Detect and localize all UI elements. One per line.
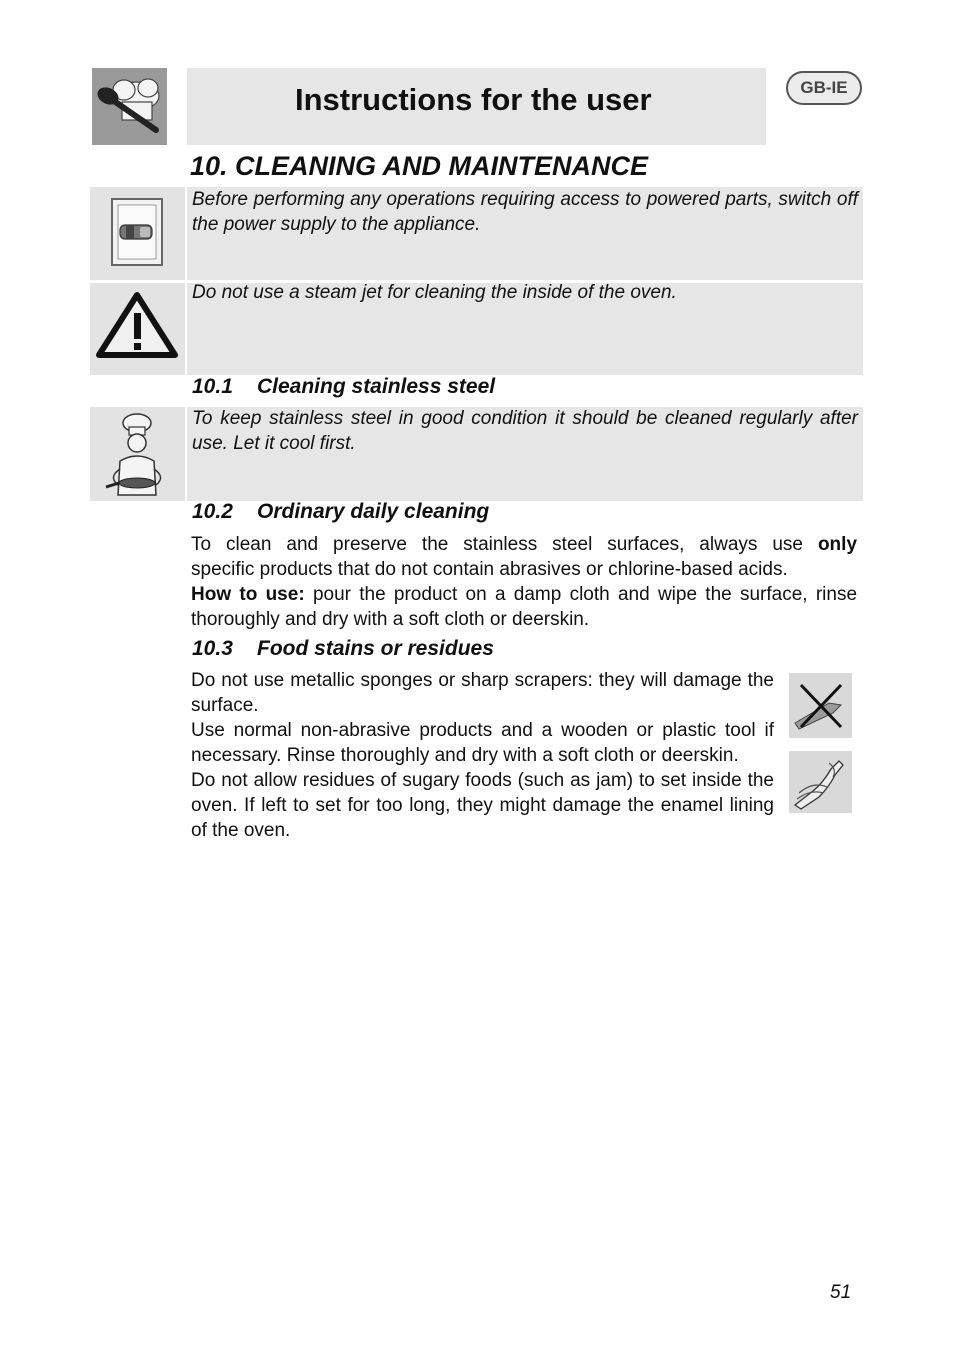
how-to-use-label: How to use: (191, 584, 305, 605)
subsection-heading-10-2 (192, 500, 489, 524)
stainless-steel-text: To keep stainless steel in good condition it should be cleaned regularly after use. Let it cool first. (192, 408, 858, 454)
text-run: To clean and preserve the stainless steel surfaces, always use (191, 534, 803, 555)
wooden-spatula-icon (789, 751, 852, 813)
subsection-title: Cleaning stainless steel (257, 375, 496, 398)
food-stains-body (191, 668, 774, 843)
stainless-text-cell (187, 407, 863, 501)
subsection-number: 10.2 (192, 500, 233, 523)
subsection-title: Food stains or residues (257, 637, 494, 660)
crossed-scraper-icon (789, 673, 852, 738)
notice-power-icon-cell (90, 187, 185, 280)
subsection-number: 10.3 (192, 637, 233, 660)
daily-cleaning-line-1 (191, 532, 857, 557)
subsection-heading-10-3 (192, 637, 494, 661)
page-header-title: Instructions for the user (295, 82, 652, 117)
how-to-use-text: pour the product on a damp cloth and wipe the surface, rinse thoroughly and dry with a soft cloth or deerskin. (191, 584, 858, 630)
power-switch-icon (90, 187, 185, 280)
crossed-scraper-image (789, 673, 852, 738)
warning-triangle-icon (90, 283, 185, 375)
subsection-number: 10.1 (192, 375, 233, 398)
chef-icon (90, 407, 185, 501)
bold-only: only (817, 534, 858, 555)
region-badge: GB-IE (786, 71, 862, 105)
daily-cleaning-line-2: specific products that do not contain abrasives or chlorine-based acids. (191, 559, 788, 580)
brand-logo (92, 68, 167, 145)
notice-warning-text-cell (187, 283, 863, 375)
spoon-chef-hat-icon (92, 68, 167, 145)
section-title: 10. CLEANING AND MAINTENANCE (190, 151, 649, 181)
food-stains-paragraph-3: Do not allow residues of sugary foods (such as jam) to set inside the oven. If left to set for too long, they might damage the enamel lining of the oven. (191, 770, 774, 841)
notice-warning-icon-cell (90, 283, 185, 375)
wooden-spatula-image (789, 751, 852, 813)
notice-warning-text: Do not use a steam jet for cleaning the inside of the oven. (192, 282, 677, 303)
chef-icon-cell (90, 407, 185, 501)
page-number: 51 (830, 1282, 852, 1303)
subsection-heading-10-1 (192, 375, 495, 399)
daily-cleaning-body (191, 532, 857, 632)
food-stains-paragraph-2: Use normal non-abrasive products and a wooden or plastic tool if necessary. Rinse thoroughly and dry with a soft cloth or deerskin. (191, 720, 774, 766)
subsection-title: Ordinary daily cleaning (257, 500, 490, 523)
food-stains-paragraph-1: Do not use metallic sponges or sharp scrapers: they will damage the surface. (191, 670, 774, 716)
notice-power-text-cell (187, 187, 863, 280)
how-to-use-paragraph (191, 582, 857, 632)
notice-power-text: Before performing any operations requiring access to powered parts, switch off the power supply to the appliance. (192, 189, 858, 235)
